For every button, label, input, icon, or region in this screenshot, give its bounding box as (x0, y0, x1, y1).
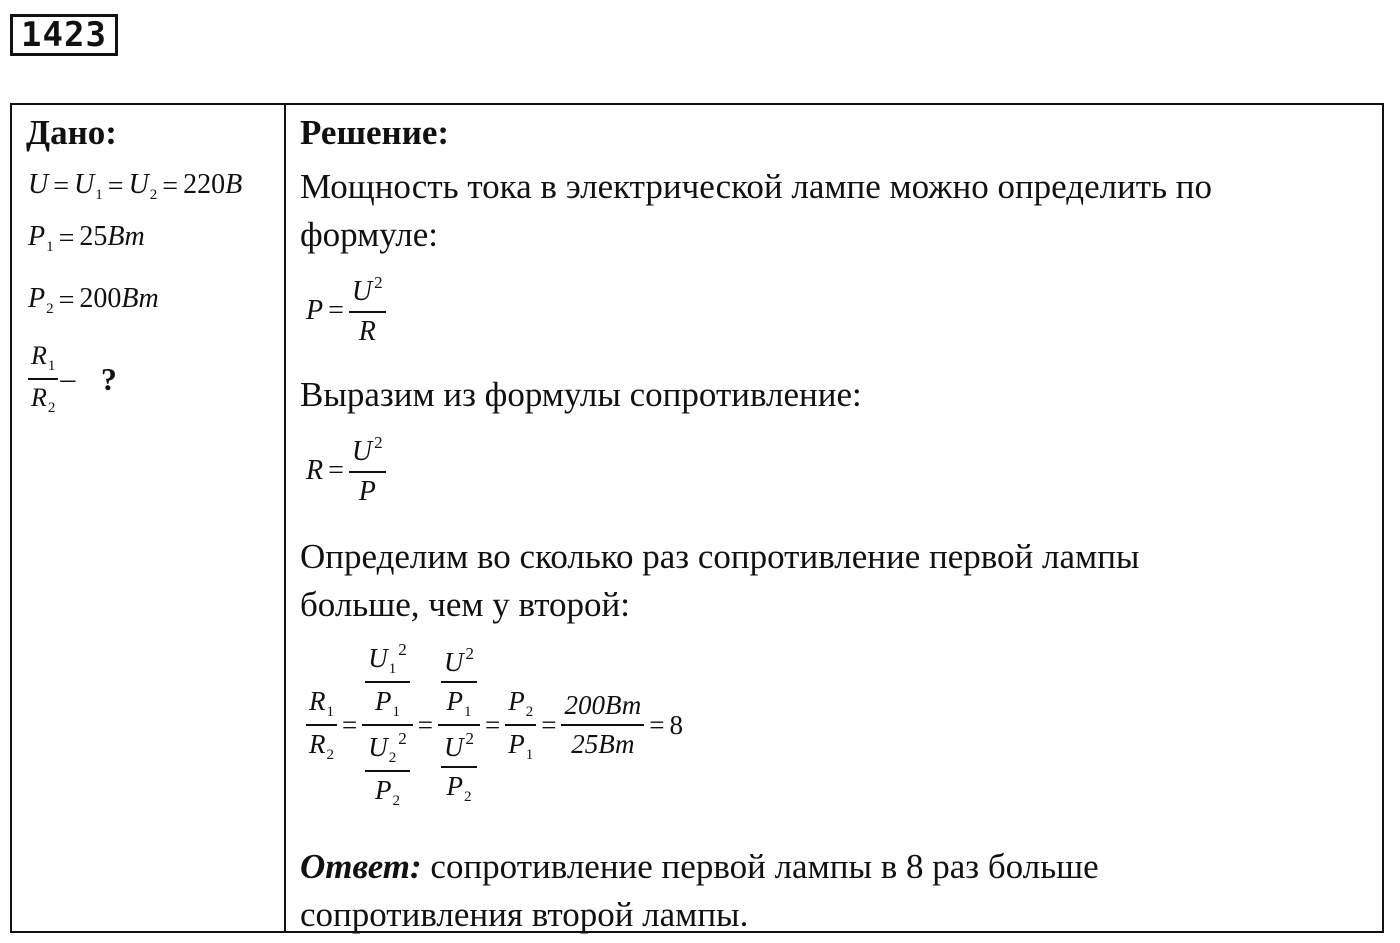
ratio-denominator: 25Вт (571, 729, 635, 759)
express-resistance-text: Выразим из формулы сопротивление: (300, 375, 862, 414)
intro-line-1: Мощность тока в электрической лампе можно определить по (300, 167, 1213, 206)
ratio-result: 8 (669, 709, 683, 740)
answer-text-1: сопротивление первой лампы в 8 раз больше (430, 847, 1099, 886)
question-mark: ? (100, 360, 117, 397)
solution-table (10, 103, 1384, 933)
power-formula: P = $\frac{U ^2}{R}$ (306, 273, 386, 348)
determine-line-2: больше, чем у второй: (300, 585, 630, 624)
problem-number: 1423 (10, 14, 118, 56)
answer-line-1 (300, 847, 1099, 887)
given-power-2: $P_2 = 200Bm$ (28, 283, 159, 317)
determine-line-1: Определим во сколько раз сопротивление первой лампы (300, 537, 1140, 576)
resistance-formula: R = $\frac{U ^2}{P}$ (306, 433, 386, 508)
answer-label: Ответ: (300, 847, 422, 886)
column-divider (284, 105, 286, 931)
ratio-derivation: $\frac{R_1}{R_2}$ = $\frac{\frac{U_1^2}{P_1}}{\frac{U_2^2}{P_2}}$ = $\frac{\frac{U ^2}{P_1}}{\frac{U ^2}{P_2}}$ = $\frac{P_2}{P_1}$ = $\frac{200Вт}{25Вт}$ = 8 (306, 640, 683, 810)
given-power-1: $P_1 = 25Bm$ (28, 221, 145, 255)
intro-line-2: формуле: (300, 215, 438, 254)
given-heading: Дано: (26, 113, 117, 152)
given-unknown-ratio: $\frac{R_1}{R_2}$ – ? (28, 341, 117, 417)
solution-heading: Решение: (300, 113, 450, 152)
given-voltage: $U = U_1 = U_2 = 220B$ (28, 169, 243, 203)
ratio-numerator: 200Вт (561, 690, 644, 726)
answer-line-2: сопротивления второй лампы. (300, 895, 749, 934)
